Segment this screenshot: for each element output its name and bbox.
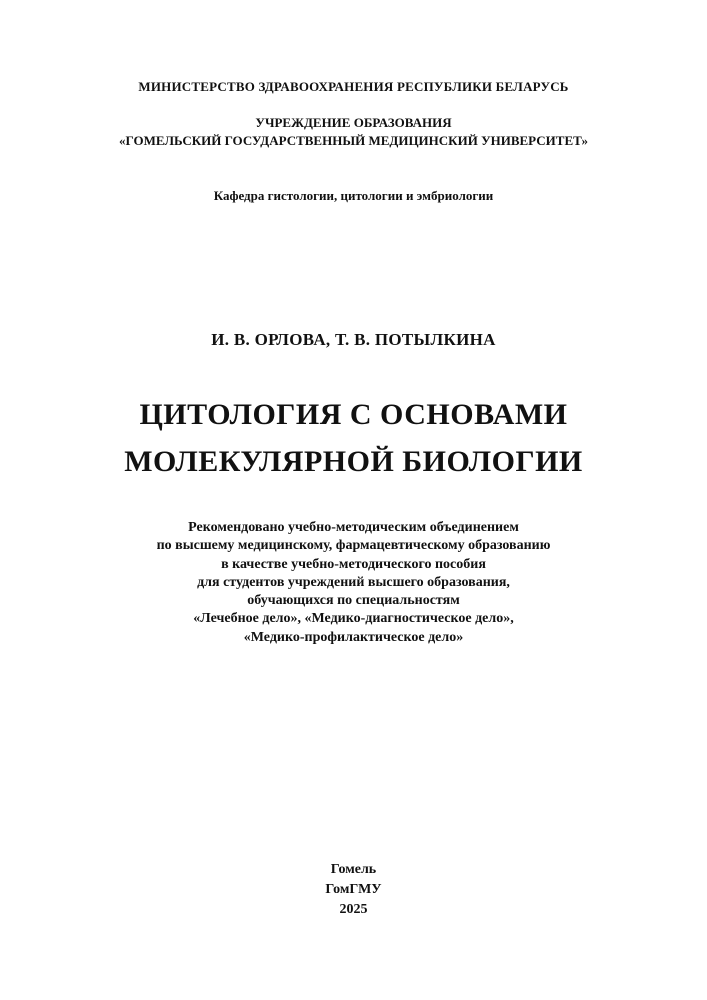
imprint-city: Гомель xyxy=(330,862,377,877)
imprint-publisher: ГомГМУ xyxy=(325,882,382,897)
book-title-line-1: ЦИТОЛОГИЯ С ОСНОВАМИ xyxy=(139,398,568,431)
recommendation-line: в качестве учебно-методического пособия xyxy=(221,556,486,572)
recommendation-line: обучающихся по специальностям xyxy=(247,593,460,609)
recommendation-line: «Лечебное дело», «Медико-диагностическое дело», xyxy=(193,611,514,627)
imprint-block xyxy=(0,860,707,920)
recommendation-block xyxy=(0,519,707,647)
book-title-line-2: МОЛЕКУЛЯРНОЙ БИОЛОГИИ xyxy=(124,445,583,478)
department-name: Кафедра гистологии, цитологии и эмбриологии xyxy=(213,188,494,203)
institution-type: УЧРЕЖДЕНИЕ ОБРАЗОВАНИЯ xyxy=(255,115,452,130)
recommendation-line: Рекомендовано учебно-методическим объединением xyxy=(188,520,519,535)
institution-name: «ГОМЕЛЬСКИЙ ГОСУДАРСТВЕННЫЙ МЕДИЦИНСКИЙ УНИВЕРСИТЕТ» xyxy=(119,133,588,148)
ministry-heading: МИНИСТЕРСТВО ЗДРАВООХРАНЕНИЯ РЕСПУБЛИКИ БЕЛАРУСЬ xyxy=(138,79,569,94)
imprint-year: 2025 xyxy=(339,902,368,917)
authors: И. В. ОРЛОВА, Т. В. ПОТЫЛКИНА xyxy=(211,330,496,349)
recommendation-line: по высшему медицинскому, фармацевтическому образованию xyxy=(156,538,551,554)
recommendation-line: для студентов учреждений высшего образования, xyxy=(197,574,510,590)
recommendation-line: «Медико-профилактическое дело» xyxy=(243,629,464,645)
